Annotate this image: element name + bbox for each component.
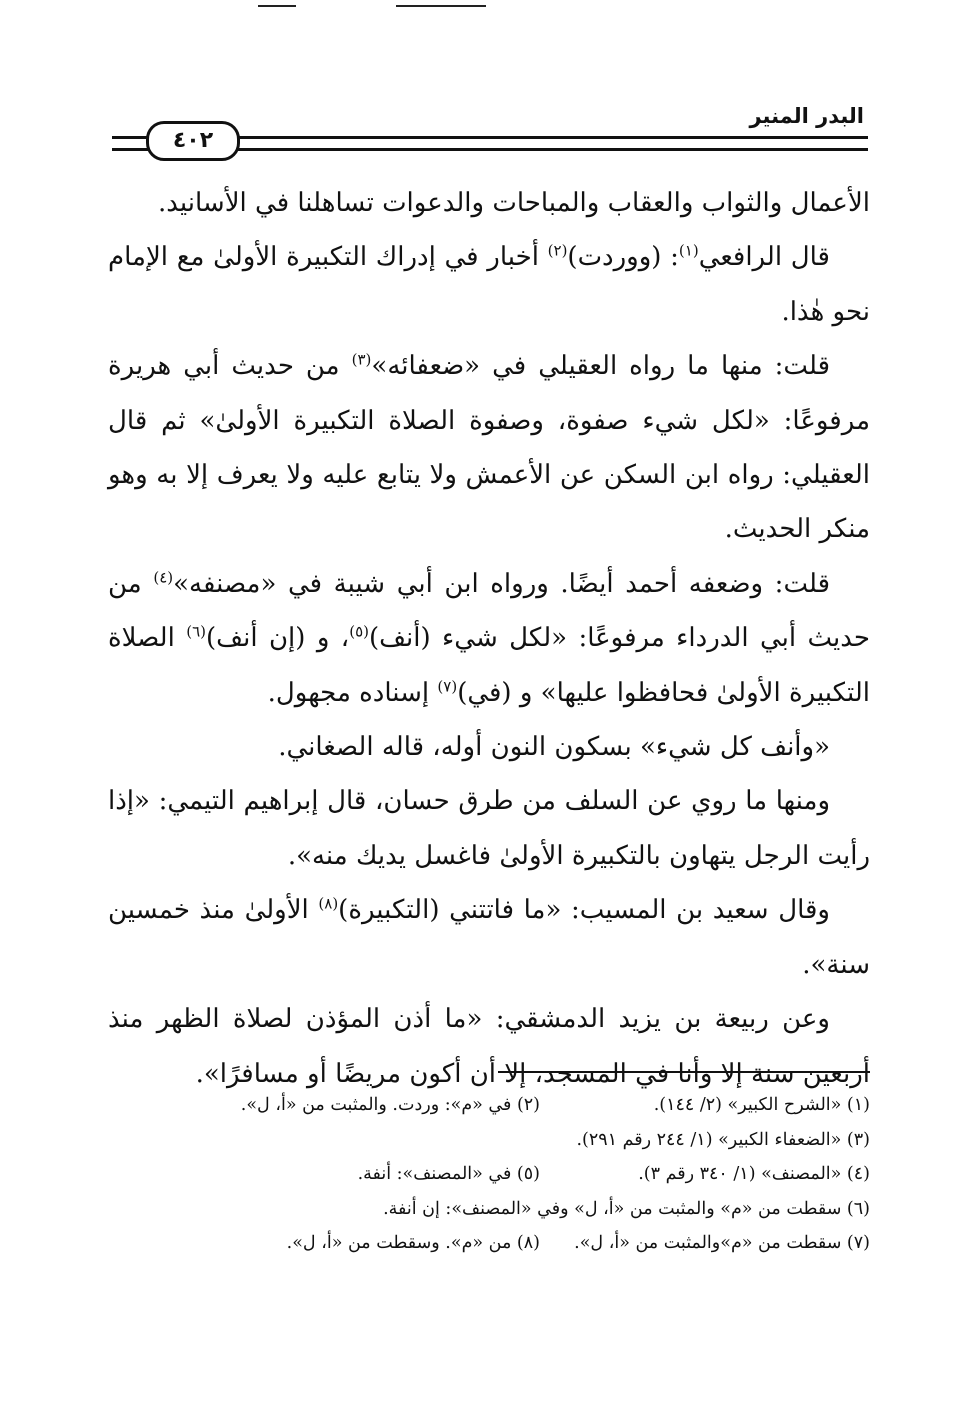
footnote-row xyxy=(108,1157,870,1192)
footnotes xyxy=(108,1088,870,1261)
footnote-ref: (٣) xyxy=(351,350,372,369)
footnote-ref: (٢) xyxy=(547,241,568,260)
footnote: (١) «الشرح الكبير» (٢/ ١٤٤). xyxy=(653,1095,870,1115)
paragraph xyxy=(108,339,870,557)
text-run: من حديث أبي هريرة مرفوعًا: «لكل شيء صفوة، وصفوة الصلاة التكبيرة الأولىٰ» ثم قال العقيلي: رواه ابن السكن عن الأعمش ولا يتابع عليه ولا يعرف إلا به وهو منكر الحديث. xyxy=(108,351,870,545)
footnote: (٤) «المصنف» (١/ ٣٤٠ رقم ٣). xyxy=(638,1164,870,1185)
text-run: إسناده مجهول. xyxy=(267,677,438,708)
footnote-ref: (٨) xyxy=(318,894,339,913)
text-run: ، و (إن أنف) xyxy=(206,623,350,654)
paragraph xyxy=(108,883,870,992)
page-header xyxy=(112,102,868,160)
text-run: أخبار في إدراك التكبيرة الأولىٰ مع الإمام نحو هٰذا. xyxy=(108,242,870,327)
text-run: الصلاة التكبيرة الأولىٰ فحافظوا عليها» و (في) xyxy=(108,623,870,708)
scan-mark xyxy=(258,5,296,7)
paragraph xyxy=(108,557,870,720)
footnote-ref: (٥) xyxy=(349,622,369,641)
footnote-row xyxy=(108,1226,870,1261)
paragraph: الأعمال والثواب والعقاب والمباحات والدعوات تساهلنا في الأسانيد. xyxy=(158,188,870,218)
footnote-row xyxy=(108,1123,870,1158)
text-run: قال الرافعي xyxy=(698,242,830,273)
footnote-separator xyxy=(498,1071,870,1073)
footnote: (٥) في «المصنف»: أنفة. xyxy=(357,1164,540,1185)
text-run: من حديث أبي الدرداء مرفوعًا: «لكل شيء (أنف) xyxy=(108,568,870,654)
top-scan-marks xyxy=(0,0,978,12)
paragraph: «وأنف كل شيء» بسكون النون أوله، قاله الصغاني. xyxy=(278,732,830,763)
footnote: (٧) سقطت من «م»والمثبت من «أ، ل». xyxy=(574,1233,870,1254)
footnote-ref: (٤) xyxy=(153,568,174,587)
footnote-ref: (١) xyxy=(678,241,699,260)
text-run: قلت: منها ما رواه العقيلي في «ضعفائه» xyxy=(371,351,830,382)
text-run: : (ووردت) xyxy=(567,242,679,273)
footnote-ref: (٧) xyxy=(437,677,458,695)
footnote: (٣) «الضعفاء الكبير» (١/ ٢٤٤ رقم ٢٩١). xyxy=(576,1129,870,1150)
footnote: (٦) سقطت من «م» والمثبت من «أ، ل» وفي «المصنف»: إن أنفة. xyxy=(383,1198,870,1219)
text-run: الأولىٰ منذ خمسين سنة». xyxy=(108,895,870,980)
main-text xyxy=(108,176,870,1101)
paragraph: وعن ربيعة بن يزيد الدمشقي: «ما أذن المؤذن لصلاة الظهر منذ أربعين سنة إلا وأنا في المسجد، إلا أن أكون مريضًا أو مسافرًا». xyxy=(108,1004,870,1089)
book-title: البدر المنير xyxy=(745,104,868,128)
footnote: (٨) من «م». وسقطت من «أ، ل». xyxy=(286,1233,540,1254)
paragraph xyxy=(108,230,870,339)
text-run: وقال سعيد بن المسيب: «ما فاتتني (التكبيرة) xyxy=(338,895,830,926)
footnote: (٢) في «م»: وردت. والمثبت من «أ، ل». xyxy=(240,1095,540,1115)
footnote-ref: (٦) xyxy=(186,622,207,641)
footnote-row xyxy=(108,1088,870,1123)
text-run: قلت: وضعفه أحمد أيضًا. ورواه ابن أبي شيبة في «مصنفه» xyxy=(173,568,831,599)
footnote-row xyxy=(108,1192,870,1227)
page-number-badge: ٤٠٢ xyxy=(146,121,240,161)
scan-mark xyxy=(396,5,486,7)
paragraph: ومنها ما روي عن السلف من طرق حسان، قال إبراهيم التيمي: «إذا رأيت الرجل يتهاون بالتكبيرة الأولىٰ فاغسل يديك منه». xyxy=(108,786,870,871)
